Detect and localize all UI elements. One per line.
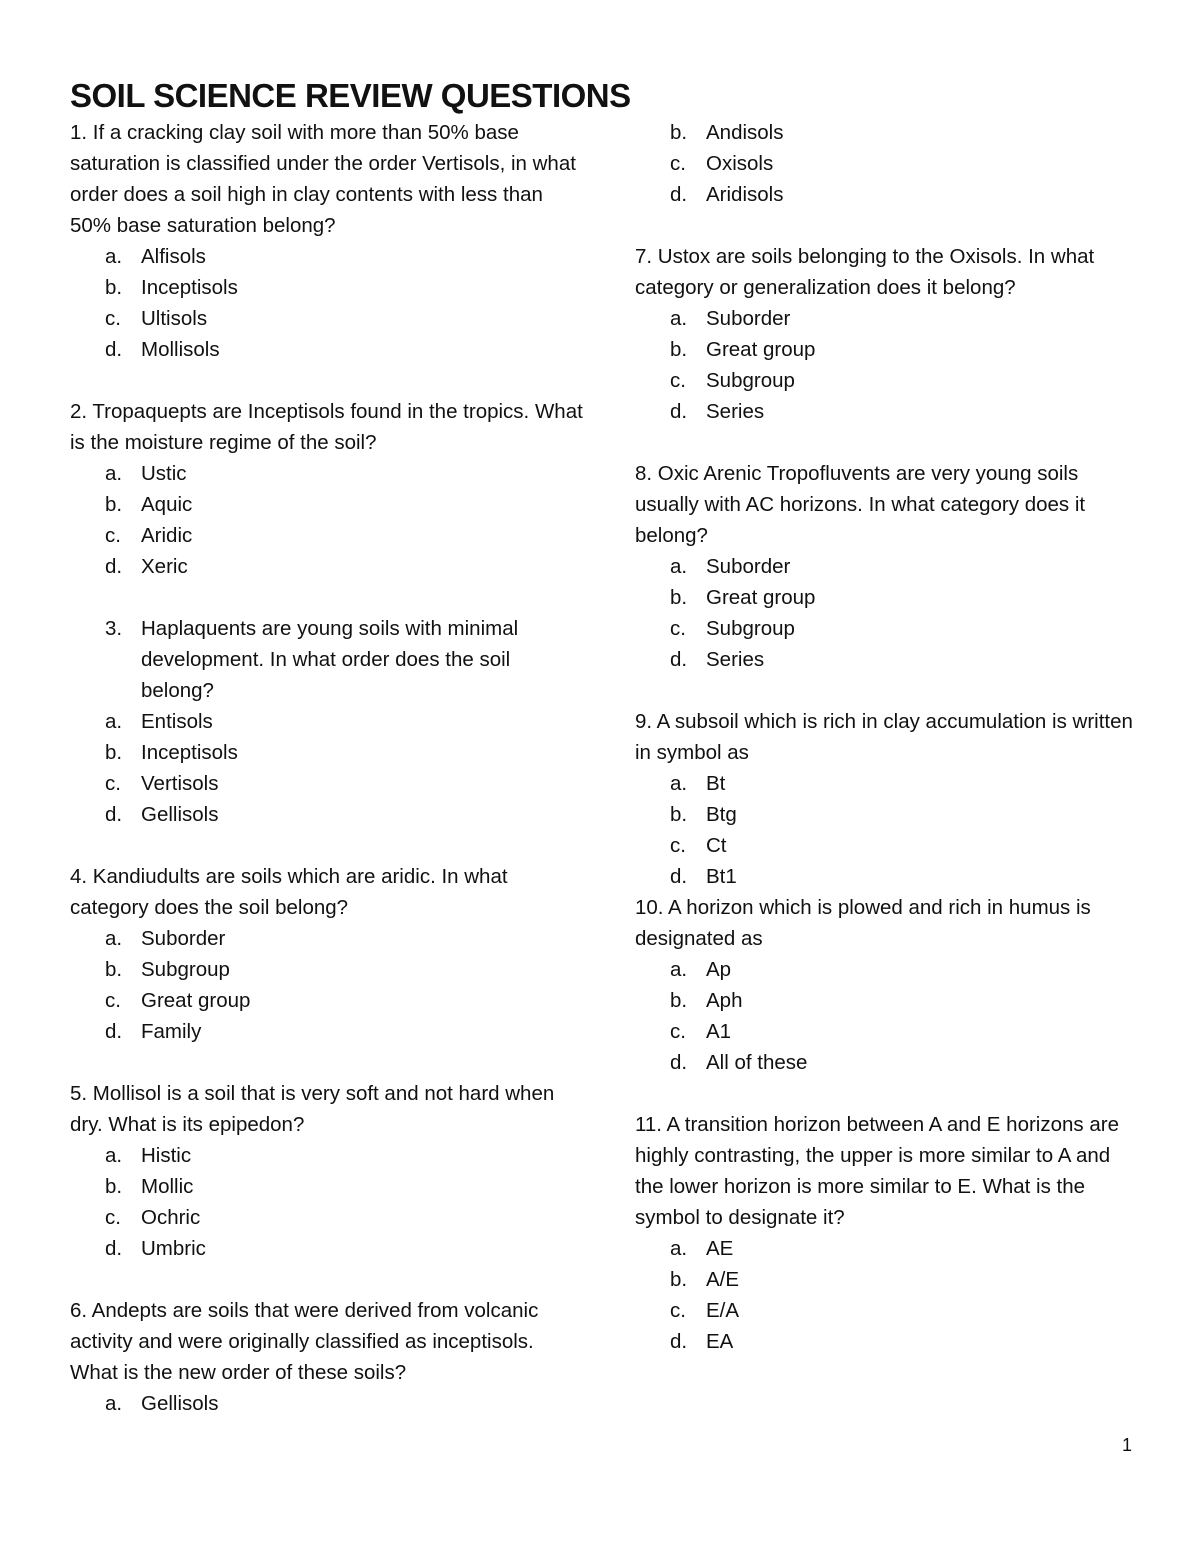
page-number: 1 [1122, 1435, 1133, 1455]
options-list [635, 1233, 1135, 1357]
option-letter: a. [670, 555, 688, 578]
option-item [635, 396, 1135, 427]
option-letter: a. [670, 772, 688, 795]
question-text: 10. A horizon which is plowed and rich in humus is designated as [635, 896, 1091, 950]
option-item [635, 985, 1135, 1016]
option-text: Mollic [141, 1175, 194, 1198]
option-letter: b. [670, 989, 688, 1012]
option-text: Aph [706, 989, 743, 1012]
option-letter: b. [105, 1175, 123, 1198]
option-letter: b. [105, 276, 123, 299]
option-item [70, 1388, 585, 1419]
right-column [635, 117, 1135, 1357]
option-item [635, 1264, 1135, 1295]
option-item [635, 799, 1135, 830]
option-text: A/E [706, 1268, 740, 1291]
option-text: Inceptisols [141, 276, 238, 299]
question-11 [635, 1109, 1135, 1357]
option-letter: c. [670, 834, 686, 857]
option-letter: c. [670, 617, 686, 640]
option-item [70, 985, 585, 1016]
option-text: Aridisols [706, 183, 784, 206]
question-4 [70, 861, 585, 1047]
options-list [635, 954, 1135, 1078]
option-text: Histic [141, 1144, 192, 1167]
option-letter: c. [670, 369, 686, 392]
question-text: 9. A subsoil which is rich in clay accumulation is written in symbol as [635, 710, 1133, 764]
option-letter: d. [670, 1330, 688, 1353]
question-text-block [70, 613, 585, 706]
option-letter: d. [670, 400, 688, 423]
option-item [635, 954, 1135, 985]
option-letter: d. [105, 1237, 123, 1260]
option-item [635, 644, 1135, 675]
option-text: A1 [706, 1020, 732, 1043]
option-letter: a. [105, 462, 123, 485]
option-item [70, 737, 585, 768]
option-text: Series [706, 400, 765, 423]
option-letter: d. [670, 865, 688, 888]
option-text: Andisols [706, 121, 784, 144]
option-letter: c. [105, 307, 121, 330]
option-item [635, 1326, 1135, 1357]
option-text: Family [141, 1020, 202, 1043]
option-letter: c. [670, 1020, 686, 1043]
option-item [70, 923, 585, 954]
option-text: Suborder [141, 927, 226, 950]
option-item [635, 303, 1135, 334]
options-list [70, 1388, 585, 1419]
option-letter: b. [670, 338, 688, 361]
option-item [70, 1140, 585, 1171]
spacer [635, 210, 1135, 241]
option-item [635, 613, 1135, 644]
question-text: 5. Mollisol is a soil that is very soft and not hard when dry. What is its epipedon? [70, 1082, 555, 1136]
option-text: Xeric [141, 555, 188, 578]
option-text: Series [706, 648, 765, 671]
option-letter: a. [105, 927, 123, 950]
question-2 [70, 396, 585, 582]
option-item [70, 241, 585, 272]
option-item [635, 179, 1135, 210]
spacer [70, 1264, 585, 1295]
options-list [70, 241, 585, 365]
option-text: Ct [706, 834, 727, 857]
option-letter: a. [105, 1144, 123, 1167]
question-6 [70, 1295, 585, 1419]
option-text: Suborder [706, 555, 791, 578]
option-text: Suborder [706, 307, 791, 330]
option-text: Btg [706, 803, 737, 826]
option-letter: a. [670, 958, 688, 981]
question-9 [635, 706, 1135, 892]
option-text: Ustic [141, 462, 187, 485]
option-text: Oxisols [706, 152, 774, 175]
option-item [70, 799, 585, 830]
option-item [635, 1295, 1135, 1326]
option-letter: c. [670, 152, 686, 175]
option-letter: d. [670, 183, 688, 206]
option-item [70, 551, 585, 582]
option-text: All of these [706, 1051, 808, 1074]
options-list [635, 303, 1135, 427]
option-text: Subgroup [141, 958, 230, 981]
option-item [70, 1171, 585, 1202]
options-list [70, 458, 585, 582]
page-title: SOIL SCIENCE REVIEW QUESTIONS [70, 77, 631, 114]
question-3 [70, 613, 585, 830]
option-letter: a. [670, 307, 688, 330]
options-list [70, 1140, 585, 1264]
left-column [70, 117, 585, 1419]
option-letter: a. [670, 1237, 688, 1260]
option-text: Ap [706, 958, 732, 981]
question-text: 8. Oxic Arenic Tropofluvents are very young soils usually with AC horizons. In what category does it belong? [635, 462, 1086, 547]
option-item [635, 117, 1135, 148]
option-letter: c. [105, 772, 121, 795]
option-text: Great group [706, 586, 816, 609]
option-letter: d. [105, 803, 123, 826]
option-letter: d. [105, 338, 123, 361]
option-item [70, 1202, 585, 1233]
question-1 [70, 117, 585, 365]
question-text: 11. A transition horizon between A and E horizons are highly contrasting, the upper is more similar to A and the lower horizon is more similar to E. What is the symbol to designate it? [635, 1113, 1119, 1229]
option-item [635, 551, 1135, 582]
spacer [70, 365, 585, 396]
option-text: Great group [141, 989, 251, 1012]
option-text: Subgroup [706, 369, 795, 392]
option-letter: a. [105, 1392, 123, 1415]
option-letter: c. [105, 1206, 121, 1229]
option-text: Alfisols [141, 245, 206, 268]
option-text: E/A [706, 1299, 740, 1322]
options-list [70, 706, 585, 830]
option-text: EA [706, 1330, 734, 1353]
option-letter: b. [670, 803, 688, 826]
option-item [70, 954, 585, 985]
option-item [70, 303, 585, 334]
spacer [635, 675, 1135, 706]
option-item [635, 334, 1135, 365]
question-8 [635, 458, 1135, 675]
option-text: Great group [706, 338, 816, 361]
question-text: 1. If a cracking clay soil with more than 50% base saturation is classified under the order Vertisols, in what order does a soil high in clay contents with less than 50% base saturation belong? [70, 121, 576, 237]
spacer [70, 830, 585, 861]
option-letter: d. [670, 1051, 688, 1074]
question-10 [635, 892, 1135, 1078]
option-letter: c. [670, 1299, 686, 1322]
option-letter: a. [105, 710, 123, 733]
option-letter: b. [105, 493, 123, 516]
option-letter: b. [105, 958, 123, 981]
options-list [635, 768, 1135, 892]
option-text: Ochric [141, 1206, 201, 1229]
option-text: AE [706, 1237, 734, 1260]
option-item [70, 272, 585, 303]
option-text: Aridic [141, 524, 193, 547]
option-item [70, 1016, 585, 1047]
question-5 [70, 1078, 585, 1264]
spacer [635, 427, 1135, 458]
options-list [635, 551, 1135, 675]
question-text: Haplaquents are young soils with minimal development. In what order does the soil belong? [141, 617, 519, 702]
option-item [70, 1233, 585, 1264]
option-item [635, 861, 1135, 892]
question-number: 3. [105, 617, 123, 640]
spacer [635, 1078, 1135, 1109]
question-text: 6. Andepts are soils that were derived from volcanic activity and were originally classified as inceptisols. What is the new order of these soils? [70, 1299, 539, 1384]
options-list-continued [635, 117, 1135, 210]
option-item [635, 1016, 1135, 1047]
options-list [70, 923, 585, 1047]
option-text: Vertisols [141, 772, 219, 795]
option-item [635, 582, 1135, 613]
option-item [635, 365, 1135, 396]
question-text: 7. Ustox are soils belonging to the Oxisols. In what category or generalization does it belong? [635, 245, 1095, 299]
option-text: Mollisols [141, 338, 220, 361]
option-text: Gellisols [141, 803, 219, 826]
option-text: Bt [706, 772, 726, 795]
option-item [70, 520, 585, 551]
question-text: 2. Tropaquepts are Inceptisols found in the tropics. What is the moisture regime of the soil? [70, 400, 583, 454]
option-letter: d. [670, 648, 688, 671]
option-item [635, 1047, 1135, 1078]
option-text: Gellisols [141, 1392, 219, 1415]
option-letter: b. [670, 121, 688, 144]
option-item [635, 148, 1135, 179]
option-text: Inceptisols [141, 741, 238, 764]
option-text: Ultisols [141, 307, 208, 330]
option-text: Subgroup [706, 617, 795, 640]
option-letter: d. [105, 1020, 123, 1043]
option-item [70, 706, 585, 737]
question-text: 4. Kandiudults are soils which are aridic. In what category does the soil belong? [70, 865, 508, 919]
option-text: Aquic [141, 493, 193, 516]
option-text: Umbric [141, 1237, 206, 1260]
option-letter: d. [105, 555, 123, 578]
option-item [635, 830, 1135, 861]
option-item [70, 458, 585, 489]
option-item [635, 1233, 1135, 1264]
option-letter: a. [105, 245, 123, 268]
option-letter: c. [105, 524, 121, 547]
option-text: Entisols [141, 710, 213, 733]
option-item [70, 768, 585, 799]
option-letter: c. [105, 989, 121, 1012]
spacer [70, 582, 585, 613]
option-letter: b. [105, 741, 123, 764]
option-text: Bt1 [706, 865, 737, 888]
option-letter: b. [670, 586, 688, 609]
option-item [70, 489, 585, 520]
question-7 [635, 241, 1135, 427]
spacer [70, 1047, 585, 1078]
option-item [70, 334, 585, 365]
option-item [635, 768, 1135, 799]
option-letter: b. [670, 1268, 688, 1291]
